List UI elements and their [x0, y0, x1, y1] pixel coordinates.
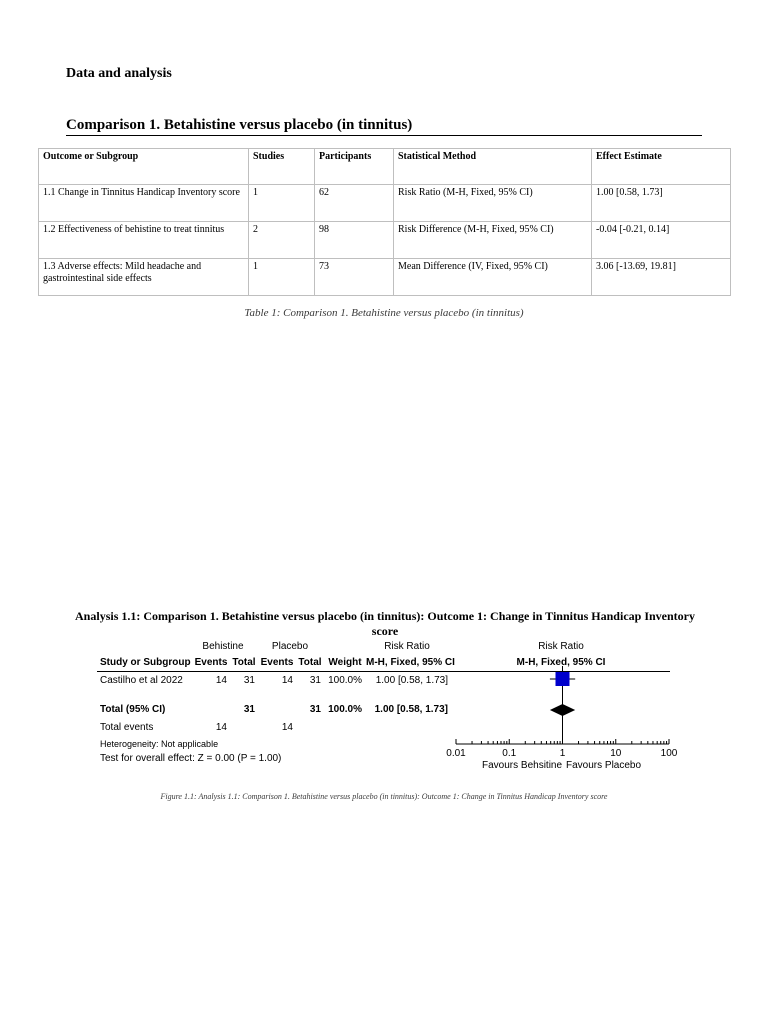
- axis-tick-label: 0.1: [502, 748, 517, 759]
- table-row: [39, 185, 731, 222]
- total-total1: 31: [243, 704, 255, 715]
- table-cell: 3.06 [-13.69, 19.81]: [592, 259, 731, 296]
- table-cell: 62: [315, 185, 394, 222]
- study-estimate: 1.00 [0.58, 1.73]: [375, 675, 448, 686]
- table-cell: Mean Difference (IV, Fixed, 95% CI): [394, 259, 592, 296]
- favours-right-label: Favours Placebo: [566, 760, 642, 771]
- comparison-title: Comparison 1. Betahistine versus placebo (in tinnitus): [66, 117, 702, 136]
- study-name: Castilho et al 2022: [100, 675, 183, 686]
- axis-tick-label: 100: [660, 748, 678, 759]
- section-heading: Data and analysis: [66, 66, 172, 81]
- axis-tick-label: 0.01: [446, 748, 466, 759]
- table-cell: 98: [315, 222, 394, 259]
- table-cell: 2: [249, 222, 315, 259]
- behistine-group-header: Behistine: [202, 641, 244, 652]
- column-header: Outcome or Subgroup: [39, 149, 249, 185]
- pooled-diamond: [550, 704, 575, 716]
- table-row: [39, 259, 731, 296]
- outcome-table: [38, 148, 731, 296]
- events2-column-header: Events: [260, 657, 294, 668]
- weight-column-header: Weight: [328, 657, 362, 668]
- axis-ticks: [446, 739, 678, 759]
- study-weight: 100.0%: [328, 675, 362, 686]
- events1-column-header: Events: [194, 657, 228, 668]
- table-cell: 1.1 Change in Tinnitus Handicap Inventory score: [39, 185, 249, 222]
- heterogeneity-text: Heterogeneity: Not applicable: [100, 739, 219, 749]
- table-cell: 73: [315, 259, 394, 296]
- axis-tick-label: 10: [610, 748, 622, 759]
- axis-tick-label: 1: [559, 748, 566, 759]
- risk-ratio-header-left: Risk Ratio: [384, 641, 430, 652]
- table-cell: -0.04 [-0.21, 0.14]: [592, 222, 731, 259]
- total-events2: 14: [281, 722, 293, 733]
- overall-effect-text: Test for overall effect: Z = 0.00 (P = 1.00): [100, 753, 282, 764]
- table-caption: Table 1: Comparison 1. Betahistine versus placebo (in tinnitus): [244, 307, 524, 319]
- study-events2: 14: [281, 675, 293, 686]
- favours-left-label: Favours Behsitine: [482, 760, 563, 771]
- forest-plot-graphic: [440, 666, 690, 776]
- total1-column-header: Total: [232, 657, 256, 668]
- table-cell: 1.3 Adverse effects: Mild headache and gastrointestinal side effects: [39, 259, 249, 296]
- table-row: [39, 222, 731, 259]
- analysis-title: Analysis 1.1: Comparison 1. Betahistine versus placebo (in tinnitus): Outcome 1: Change in Tinnitus Handicap Inventory score: [75, 609, 695, 638]
- table-cell: Risk Ratio (M-H, Fixed, 95% CI): [394, 185, 592, 222]
- table-cell: 1: [249, 259, 315, 296]
- placebo-group-header: Placebo: [271, 641, 309, 652]
- table-cell: Risk Difference (M-H, Fixed, 95% CI): [394, 222, 592, 259]
- total-total2: 31: [309, 704, 321, 715]
- method-column-header-left: M-H, Fixed, 95% CI: [366, 657, 455, 668]
- total2-column-header: Total: [298, 657, 322, 668]
- study-total1: 31: [243, 675, 255, 686]
- total-label: Total (95% CI): [100, 704, 166, 715]
- column-header: Effect Estimate: [592, 149, 731, 185]
- table-cell: 1.2 Effectiveness of behistine to treat tinnitus: [39, 222, 249, 259]
- study-total2: 31: [309, 675, 321, 686]
- total-events1: 14: [215, 722, 227, 733]
- table-header-row: [39, 149, 731, 185]
- risk-ratio-header-right: Risk Ratio: [538, 641, 584, 652]
- table-cell: 1: [249, 185, 315, 222]
- total-estimate: 1.00 [0.58, 1.73]: [374, 704, 448, 715]
- table-cell: 1.00 [0.58, 1.73]: [592, 185, 731, 222]
- method-column-header-right: M-H, Fixed, 95% CI: [516, 657, 606, 668]
- figure-caption: Figure 1.1: Analysis 1.1: Comparison 1. Betahistine versus placebo (in tinnitus): Outcome 1: Change in Tinnitus Handicap Inventory score: [160, 792, 608, 801]
- total-events-label: Total events: [100, 722, 154, 733]
- study-events1: 14: [215, 675, 227, 686]
- study-point-marker: [556, 672, 570, 686]
- column-header: Participants: [315, 149, 394, 185]
- study-column-header: Study or Subgroup: [100, 657, 191, 668]
- column-header: Statistical Method: [394, 149, 592, 185]
- total-weight: 100.0%: [328, 704, 362, 715]
- column-header: Studies: [249, 149, 315, 185]
